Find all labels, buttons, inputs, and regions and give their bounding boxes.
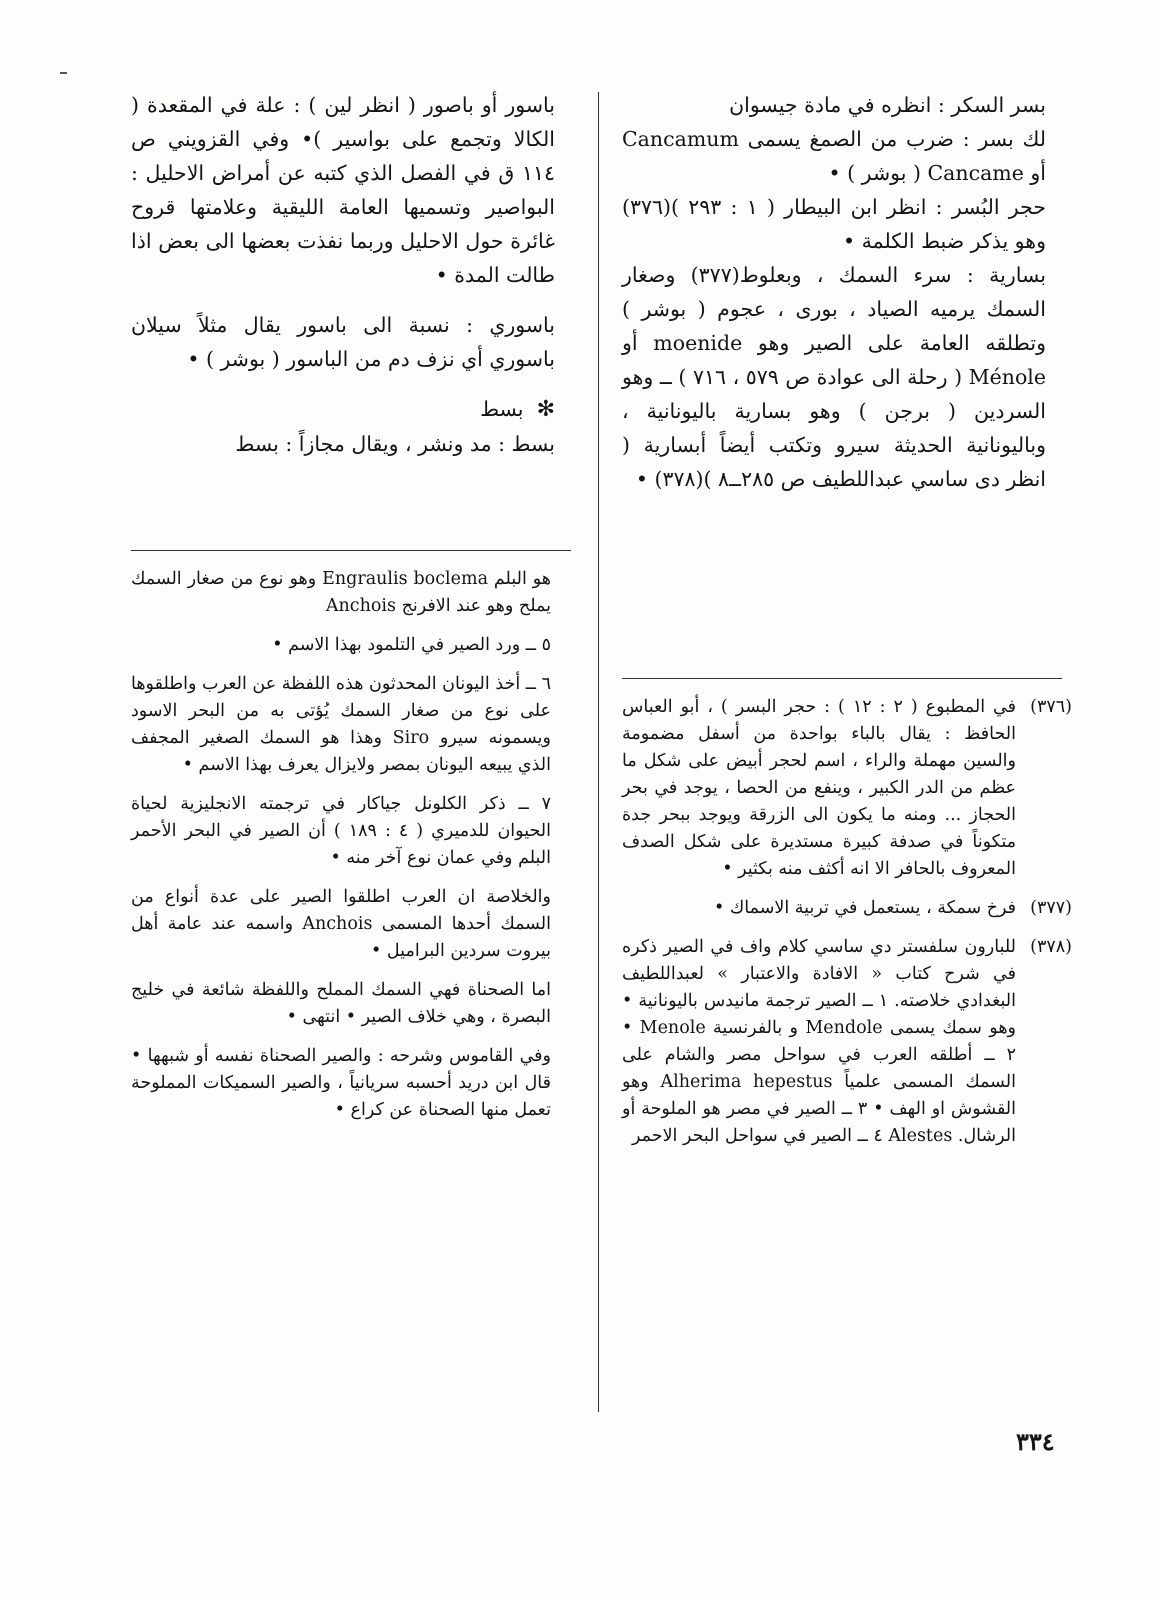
footnote-number: (٣٧٧) xyxy=(1030,898,1072,918)
root-basata: بسط xyxy=(480,397,524,421)
root-heading xyxy=(131,392,555,427)
footnote-number: (٣٧٦) xyxy=(1030,697,1072,717)
footnote-para: هو البلم Engraulis boclema وهو نوع من صغار السمك يملح وهو عند الافرنج Anchois xyxy=(131,569,552,616)
right-column xyxy=(622,88,1046,496)
entry-luk-busr: لك بسر : ضرب من الصمغ يسمى Cancamum أو Cancame ( بوشر ) • xyxy=(622,127,1046,185)
entry-bast: بسط : مد ونشر ، ويقال مجازاً : بسط xyxy=(235,432,555,456)
footnote-text: فرخ سمكة ، يستعمل في تربية الاسماك • xyxy=(713,898,1016,918)
column-divider xyxy=(598,92,599,1412)
page-number: ٣٣٤ xyxy=(1016,1427,1055,1456)
entry-basariya: بسارية : سرء السمك ، وبعلوط(٣٧٧) وصغار السمك يرميه الصياد ، بورى ، عجوم ( بوشر ) وتطلقه العامة على الصير وهو moenide أو Ménole ( رحلة الى عوادة ص ٥٧٩ ، ٧١٦ ) ــ وهو السردين ( برجن ) وهو بسارية باليونانية ، وباليونانية الحديثة سيرو وتكتب أيضاً أبسارية ( انظر دى ساسي عبداللطيف ص ٢٨٥ــ٨ )(٣٧٨) • xyxy=(622,263,1046,491)
footnote-para: اما الصحناة فهي السمك المملح واللفظة شائعة في خليج البصرة ، وهي خلاف الصير • انتهى • xyxy=(131,980,551,1027)
footnote-text: للبارون سلفستر دي ساسي كلام واف في الصير ذكره في شرح كتاب « الافادة والاعتبار » لعبداللطيف البغدادي خلاصته. ١ ــ الصير ترجمة مانيدس باليونانية • وهو سمك يسمى Mendole و بالفرنسية Menole • ٢ ــ أطلقه العرب في سواحل مصر والشام على السمك المسمى علمياً Alherima hepestus وهو القشوش او الهف • ٣ ــ الصير في مصر هو الملوحة أو الرشال. Alestes ٤ ــ الصير في سواحل البحر الاحمر xyxy=(622,937,1016,1146)
footnote-text: في المطبوع ( ٢ : ١٢ ) : حجر البسر ) ، أبو العباس الحافظ : يقال بالباء بواحدة من أسفل مضمومة والسين مهملة والراء ، اسم لحجر أبيض على شكل ما عظم من الدر الكبير ، وينفع من الحصا ، يوجد في بحر الحجاز ... ومنه ما يكون الى الزرقة ويوجد ببحر جدة متكوناً في صدفة كبيرة مستديرة على شكل الصدف المعروف بالحافر الا انه أكثف منه بكثير • xyxy=(622,697,1016,879)
footnote-para: والخلاصة ان العرب اطلقوا الصير على عدة أنواع من السمك أحدها المسمى Anchois واسمه عند عامة أهل بيروت سردين البراميل • xyxy=(131,887,551,961)
right-footnotes xyxy=(622,694,1072,1162)
footnote-rule-left xyxy=(131,550,571,551)
footnote-377 xyxy=(622,895,1072,922)
entry-basuri: باسوري : نسبة الى باسور يقال مثلاً سيلان باسوري أي نزف دم من الباسور ( بوشر ) • xyxy=(131,313,555,371)
left-column xyxy=(131,88,555,461)
footnote-para: ٦ ــ أخذ اليونان المحدثون هذه اللفظة عن العرب واطلقوها على نوع من صغار السمك يُؤتى به من البحر الاسود ويسمونه سيرو Siro وهذا هو السمك الصغير المجفف الذي يبيعه اليونان بمصر ولايزال يعرف بهذا الاسم • xyxy=(131,674,551,775)
footnote-para: وفي القاموس وشرحه : والصير الصحناة نفسه أو شبهها • قال ابن دريد أحسبه سريانياً ، والصير السميكات المملوحة تعمل منها الصحناة عن كراع • xyxy=(131,1046,551,1120)
footnote-378 xyxy=(622,934,1072,1150)
entry-basur: باسور أو باصور ( انظر لين ) : علة في المقعدة ( الكالا وتجمع على بواسير )• وفي القزويني ص ١١٤ ق في الفصل الذي كتبه عن أمراض الاحليل : البواصير وتسميها العامة الليقية وعلامتها قروح غائرة حول الاحليل وربما نفذت بعضها الى بعض اذا طالت المدة • xyxy=(131,93,555,287)
footnote-number: (٣٧٨) xyxy=(1030,937,1072,957)
asterisk-icon: ✻ xyxy=(536,397,555,422)
scan-mark xyxy=(60,72,67,74)
entry-hajar-busr: حجر البُسر : انظر ابن البيطار ( ١ : ٢٩٣ )(٣٧٦) وهو يذكر ضبط الكلمة • xyxy=(622,195,1046,253)
footnote-para: ٧ ــ ذكر الكلونل جياكار في ترجمته الانجليزية لحياة الحيوان للدميري ( ٤ : ١٨٩ ) أن الصير في البحر الأحمر البلم وفي عمان نوع آخر منه • xyxy=(131,794,551,868)
footnote-376 xyxy=(622,694,1072,883)
footnote-rule-right xyxy=(622,678,1062,679)
entry-busr-sukkar: بسر السكر : انظره في مادة جيسوان xyxy=(729,93,1046,117)
left-footnotes xyxy=(131,566,551,1124)
footnote-para: ٥ ــ ورد الصير في التلمود بهذا الاسم • xyxy=(272,635,551,655)
